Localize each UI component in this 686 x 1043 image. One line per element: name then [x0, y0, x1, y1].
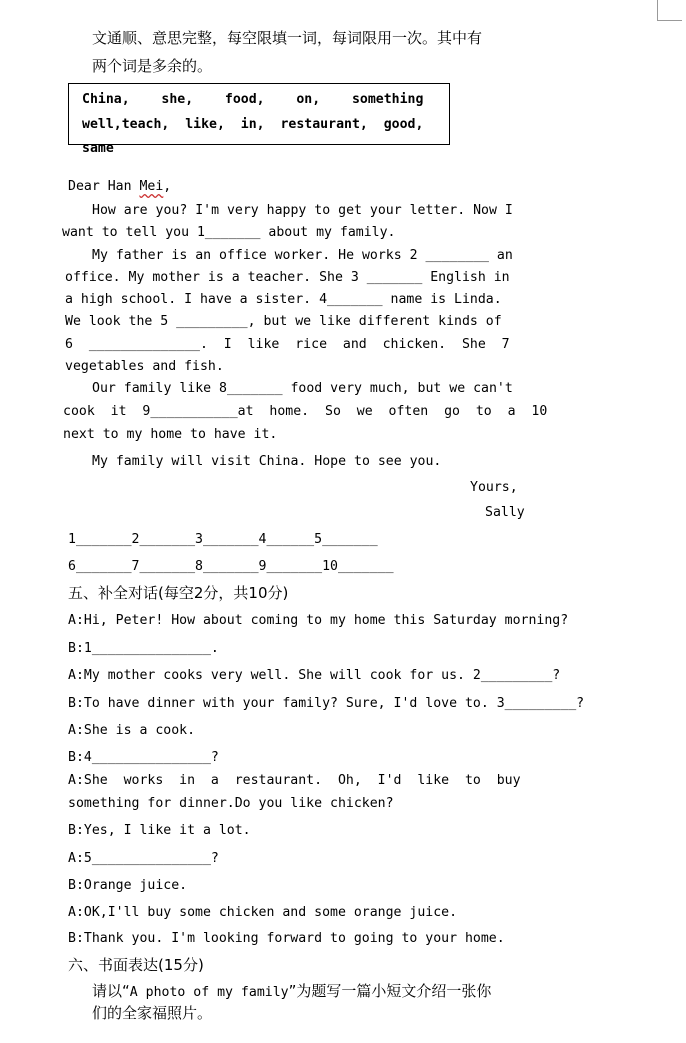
- dialogue-line-4: B:To have dinner with your family? Sure, I'd love to. 3_________?: [68, 696, 585, 711]
- dialogue-line-11: A:OK,I'll buy some chicken and some orange juice.: [68, 905, 458, 920]
- writing-prompt-line-1: 请以“A photo of my family”为题写一篇小短文介绍一张你: [92, 982, 492, 1000]
- letter-p2-line-5: 6 ______________. I like rice and chicken. She 7: [65, 337, 510, 352]
- letter-p2-line-4: We look the 5 _________, but we like different kinds of: [65, 314, 502, 329]
- word-bank-line-3: same: [82, 141, 114, 156]
- word-bank-line-2: well,teach, like, in, restaurant, good,: [82, 117, 424, 132]
- dialogue-line-8: B:Yes, I like it a lot.: [68, 823, 251, 838]
- letter-p2-line-6: vegetables and fish.: [65, 359, 224, 374]
- dialogue-line-7b: something for dinner.Do you like chicken?: [68, 796, 394, 811]
- dialogue-line-2: B:1_______________.: [68, 641, 219, 656]
- letter-p4-line-1: My family will visit China. Hope to see you.: [92, 454, 442, 469]
- answer-row-1: 1_______2_______3_______4______5_______: [68, 532, 378, 547]
- dialogue-line-7a: A:She works in a restaurant. Oh, I'd like to buy: [68, 773, 521, 788]
- section-5-title: 五、补全对话(每空2分，共10分): [68, 584, 289, 602]
- instructions-line-2: 两个词是多余的。: [92, 57, 213, 75]
- letter-p1-line-1: How are you? I'm very happy to get your letter. Now I: [92, 203, 513, 218]
- dialogue-line-5: A:She is a cook.: [68, 723, 196, 738]
- page-corner-mark: [657, 0, 682, 21]
- letter-closing: Yours,: [470, 480, 518, 495]
- word-bank-line-1: China, she, food, on, something: [82, 92, 424, 107]
- letter-greeting: Dear Han Mei,: [68, 179, 172, 194]
- answer-row-2: 6_______7_______8_______9_______10_______: [68, 559, 394, 574]
- dialogue-line-9: A:5_______________?: [68, 851, 219, 866]
- dialogue-line-1: A:Hi, Peter! How about coming to my home this Saturday morning?: [68, 613, 569, 628]
- section-6-title: 六、书面表达(15分): [68, 956, 204, 974]
- dialogue-line-12: B:Thank you. I'm looking forward to going to your home.: [68, 931, 505, 946]
- writing-prompt-line-2: 们的全家福照片。: [92, 1004, 213, 1022]
- dialogue-line-3: A:My mother cooks very well. She will cook for us. 2_________?: [68, 668, 561, 683]
- dialogue-line-6: B:4_______________?: [68, 750, 219, 765]
- instructions-line-1: 文通顺、意思完整，每空限填一词，每词限用一次。其中有: [92, 29, 483, 47]
- dialogue-line-10: B:Orange juice.: [68, 878, 188, 893]
- letter-p3-line-3: next to my home to have it.: [63, 427, 278, 442]
- letter-p1-line-2: want to tell you 1_______ about my family.: [62, 225, 396, 240]
- letter-signature: Sally: [485, 505, 525, 520]
- letter-p2-line-2: office. My mother is a teacher. She 3 _______ English in: [65, 270, 510, 285]
- letter-p2-line-3: a high school. I have a sister. 4_______ name is Linda.: [65, 292, 502, 307]
- letter-p2-line-1: My father is an office worker. He works 2 ________ an: [92, 248, 513, 263]
- letter-p3-line-2: cook it 9___________at home. So we often go to a 10: [63, 404, 548, 419]
- letter-p3-line-1: Our family like 8_______ food very much, but we can't: [92, 381, 513, 396]
